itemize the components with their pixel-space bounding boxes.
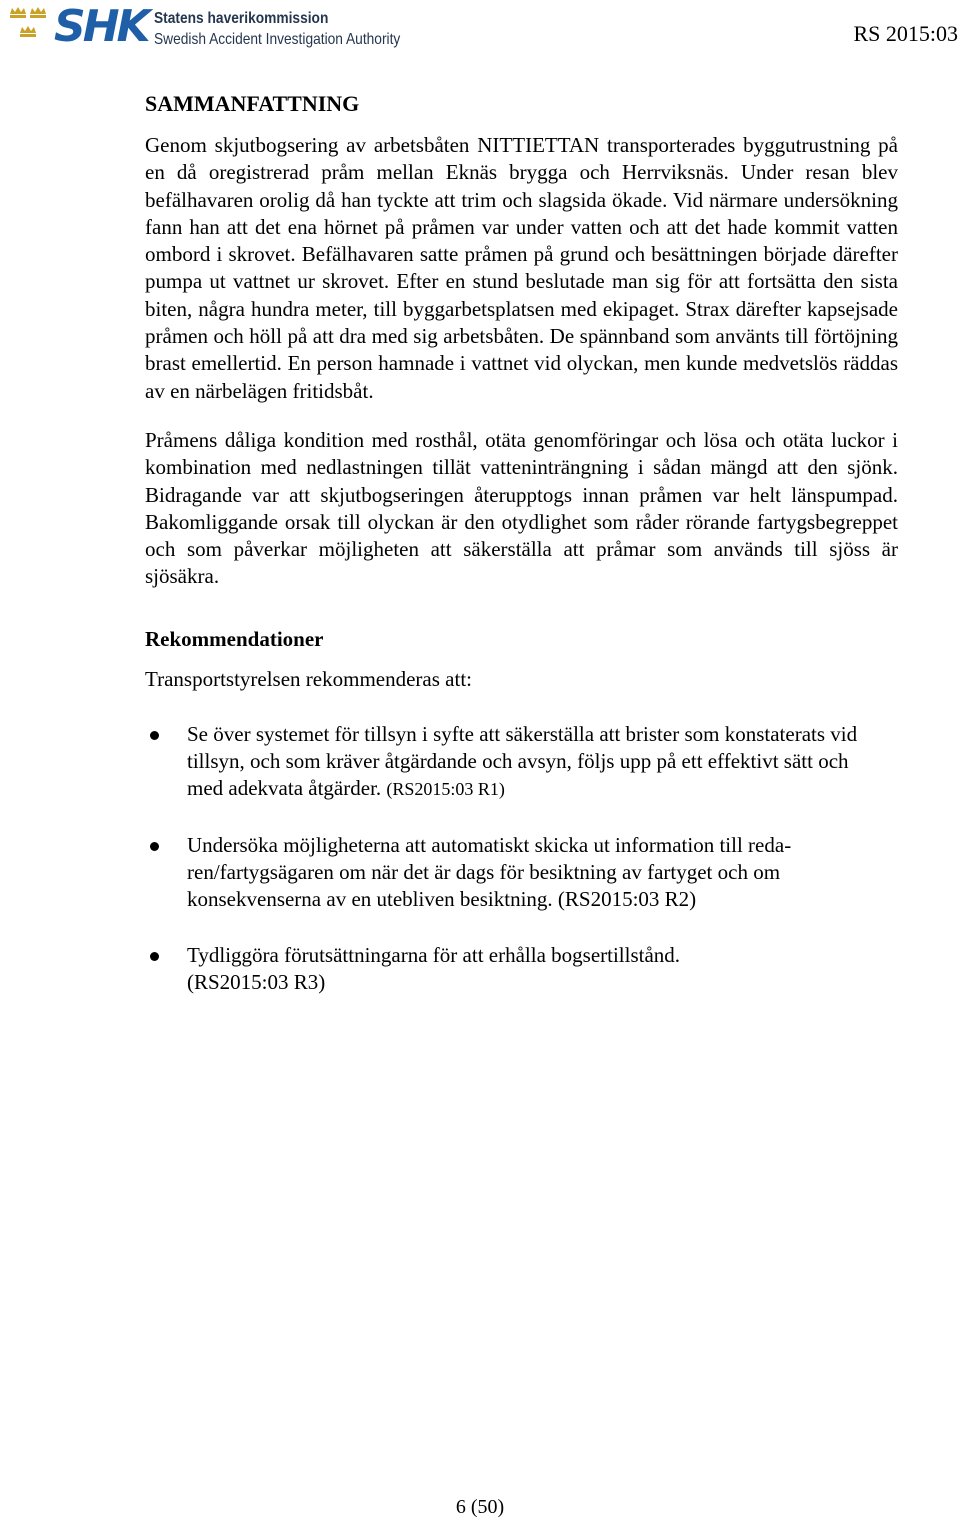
recommendations-title: Rekommendationer xyxy=(145,626,324,651)
report-reference: RS 2015:03 xyxy=(853,21,958,46)
bullet-icon xyxy=(150,952,159,961)
bullet-icon xyxy=(150,842,159,851)
bullet-icon xyxy=(150,731,159,740)
recommendation-code: (RS2015:03 R2) xyxy=(557,887,697,912)
summary-paragraph-1: Genom skjutbogsering av arbetsbåten NITTIETTAN transporterades byggutrustning på en då oregistrerad pråm mellan Eknäs brygga och Herrviksnäs. Under resan blev befälhavaren orolig då han tyckte att trim och slagsida ökade. Vid närmare undersökning fann han att det ena hörnet på pråmen var under vatten och att det hade kommit vatten ombord i skrovet. Befälhavaren satte pråmen på grund och besättningen började därefter pumpa ut vattnet ur skrovet. Efter en stund beslutade man sig för att fortsätta den sista biten, några hundra meter, till byggarbetsplatsen med ekipaget. Strax därefter kapsejsade pråmen och höll på att dra med sig arbetsbåten. De spännband som använts till förtöjning brast emellertid. En person hamnade i vattnet vid olyckan, men kunde medvetslös räddas av en närbelägen fritidsbåt. xyxy=(145,133,898,403)
recommendation-text: Undersöka möjligheterna att automatiskt skicka ut information till redaren/fartygsägaren om när det är dags för besiktning av fartyget och om konsekvenserna av en utebliven besiktning. xyxy=(187,832,792,912)
logo-mark: SHK xyxy=(54,1,148,52)
summary-title: SAMMANFATTNING xyxy=(145,91,360,116)
page-number: 6 (50) xyxy=(455,1496,505,1518)
recommendation-text: Tydliggöra förutsättningarna för att erhålla bogsertillstånd. xyxy=(187,942,681,967)
three-crowns-icon xyxy=(8,6,48,46)
recommendation-item xyxy=(145,721,887,804)
recommendation-code: (RS2015:03 R1) xyxy=(386,779,505,800)
summary-paragraph-2: Pråmens dåliga kondition med rosthål, otäta genomföringar och lösa och otäta luckor i kombination med nedlastningen tillät vatteninträngning i sådan mängd att den sjönk. Bidragande var att skjutbogseringen återupptogs innan pråmen var helt länspumpad. Bakomliggande orsak till olyckan är den otydlighet som råder rörande fartygsbegreppet och som påverkar möjligheten att säkerställa att pråmar som används till sjöss är sjösäkra. xyxy=(145,427,898,589)
recommendations-list xyxy=(145,721,898,996)
org-name-sv: Statens haverikommission xyxy=(154,10,329,27)
page-header xyxy=(0,0,960,60)
shk-logo xyxy=(8,1,401,52)
recommendation-item xyxy=(145,832,887,914)
recommendations-intro: Transportstyrelsen rekommenderas att: xyxy=(145,666,472,691)
recommendation-text: Se över systemet för tillsyn i syfte att säkerställa att brister som konstaterats vid tillsyn, och som kräver åtgärdande och avsyn, följs upp på ett effektivt sätt och med adekvata åtgärder. xyxy=(187,721,858,801)
recommendation-item xyxy=(145,942,887,997)
page-content xyxy=(145,90,898,1024)
recommendation-code: (RS2015:03 R3) xyxy=(187,969,326,994)
organization-name xyxy=(154,8,400,50)
org-name-en: Swedish Accident Investigation Authority xyxy=(154,31,401,48)
